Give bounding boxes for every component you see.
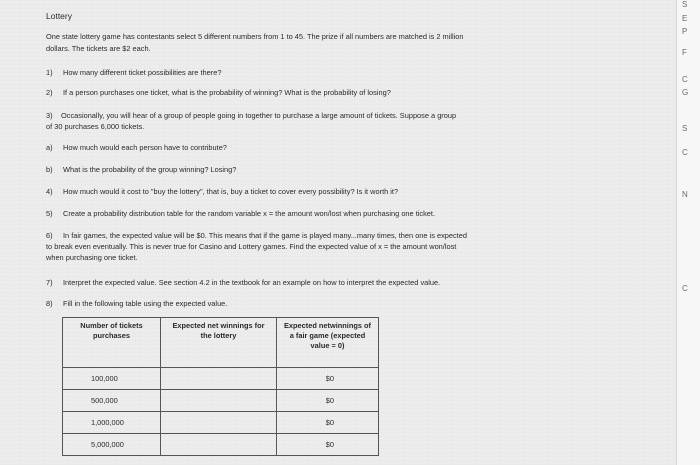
cell-lottery[interactable] xyxy=(161,412,277,434)
question-text: In fair games, the expected value will be $0. This means that if the game is played many...many times, then one is expected xyxy=(63,231,467,240)
header-tickets: Number of tickets purchases xyxy=(63,318,161,368)
table-row xyxy=(63,412,379,434)
question-6-line-3: when purchasing one ticket. xyxy=(46,253,138,262)
side-letter: P xyxy=(682,27,688,36)
cell-purchases: 500,000 xyxy=(63,390,161,412)
side-letter: C xyxy=(682,148,688,157)
expected-value-table xyxy=(62,317,379,456)
cell-lottery[interactable] xyxy=(161,434,277,456)
page-title: Lottery xyxy=(46,11,72,21)
question-text: If a person purchases one ticket, what is the probability of winning? What is the probability of losing? xyxy=(63,88,391,97)
intro-line-2: dollars. The tickets are $2 each. xyxy=(46,44,151,53)
question-1 xyxy=(46,67,221,78)
question-number: b) xyxy=(46,165,53,174)
question-3-line-2: of 30 purchases 6,000 tickets. xyxy=(46,122,145,131)
question-number: 7) xyxy=(46,278,53,287)
side-letter: C xyxy=(682,75,688,84)
cell-fair: $0 xyxy=(277,412,379,434)
question-number: 8) xyxy=(46,299,53,308)
side-letter: S xyxy=(682,0,688,9)
question-text: How many different ticket possibilities are there? xyxy=(63,68,222,77)
side-panel-edge xyxy=(676,0,700,465)
cell-fair: $0 xyxy=(277,434,379,456)
question-4 xyxy=(46,186,398,197)
question-number: a) xyxy=(46,143,53,152)
question-number: 1) xyxy=(46,68,53,77)
cell-fair: $0 xyxy=(277,390,379,412)
question-8 xyxy=(46,298,227,309)
cell-lottery[interactable] xyxy=(161,390,277,412)
side-letter: S xyxy=(682,124,688,133)
table-row xyxy=(63,390,379,412)
cell-lottery[interactable] xyxy=(161,368,277,390)
intro-line-1: One state lottery game has contestants select 5 different numbers from 1 to 45. The prize if all numbers are matched is 2 million xyxy=(46,32,464,41)
question-5 xyxy=(46,208,435,219)
question-text: Create a probability distribution table for the random variable x = the amount won/lost when purchasing one ticket. xyxy=(63,209,436,218)
side-letter: F xyxy=(682,48,687,57)
question-2 xyxy=(46,87,391,98)
question-number: 2) xyxy=(46,88,53,97)
question-b xyxy=(46,164,236,175)
question-text: Interpret the expected value. See section 4.2 in the textbook for an example on how to interpret the expected value. xyxy=(63,278,441,287)
cell-purchases: 5,000,000 xyxy=(63,434,161,456)
table-header-row xyxy=(63,318,379,368)
question-number: 5) xyxy=(46,209,53,218)
table-row xyxy=(63,434,379,456)
question-3 xyxy=(46,110,456,121)
question-number: 6) xyxy=(46,231,53,240)
question-number: 4) xyxy=(46,187,53,196)
side-letter: C xyxy=(682,284,688,293)
header-fair-game: Expected netwinnings of a fair game (expected value = 0) xyxy=(277,318,379,368)
header-lottery: Expected net winnings for the lottery xyxy=(161,318,277,368)
question-text: How much would it cost to "buy the lottery", that is, buy a ticket to cover every possibility? Is it worth it? xyxy=(63,187,399,196)
side-letter: E xyxy=(682,14,688,23)
cell-purchases: 100,000 xyxy=(63,368,161,390)
question-7 xyxy=(46,277,440,288)
question-6 xyxy=(46,230,467,241)
question-text: Fill in the following table using the expected value. xyxy=(63,299,228,308)
question-6-line-2: to break even eventually. This is never true for Casino and Lottery games. Find the expected value of x = the amount won/lost xyxy=(46,242,457,251)
question-a xyxy=(46,142,227,153)
cell-purchases: 1,000,000 xyxy=(63,412,161,434)
question-text: What is the probability of the group winning? Losing? xyxy=(63,165,237,174)
question-text: Occasionally, you will hear of a group of people going in together to purchase a large amount of tickets. Suppose a group xyxy=(61,111,457,120)
side-letter: N xyxy=(682,190,688,199)
side-letter: G xyxy=(682,88,689,97)
table-row xyxy=(63,368,379,390)
question-number: 3) xyxy=(46,111,53,120)
cell-fair: $0 xyxy=(277,368,379,390)
question-text: How much would each person have to contribute? xyxy=(63,143,227,152)
